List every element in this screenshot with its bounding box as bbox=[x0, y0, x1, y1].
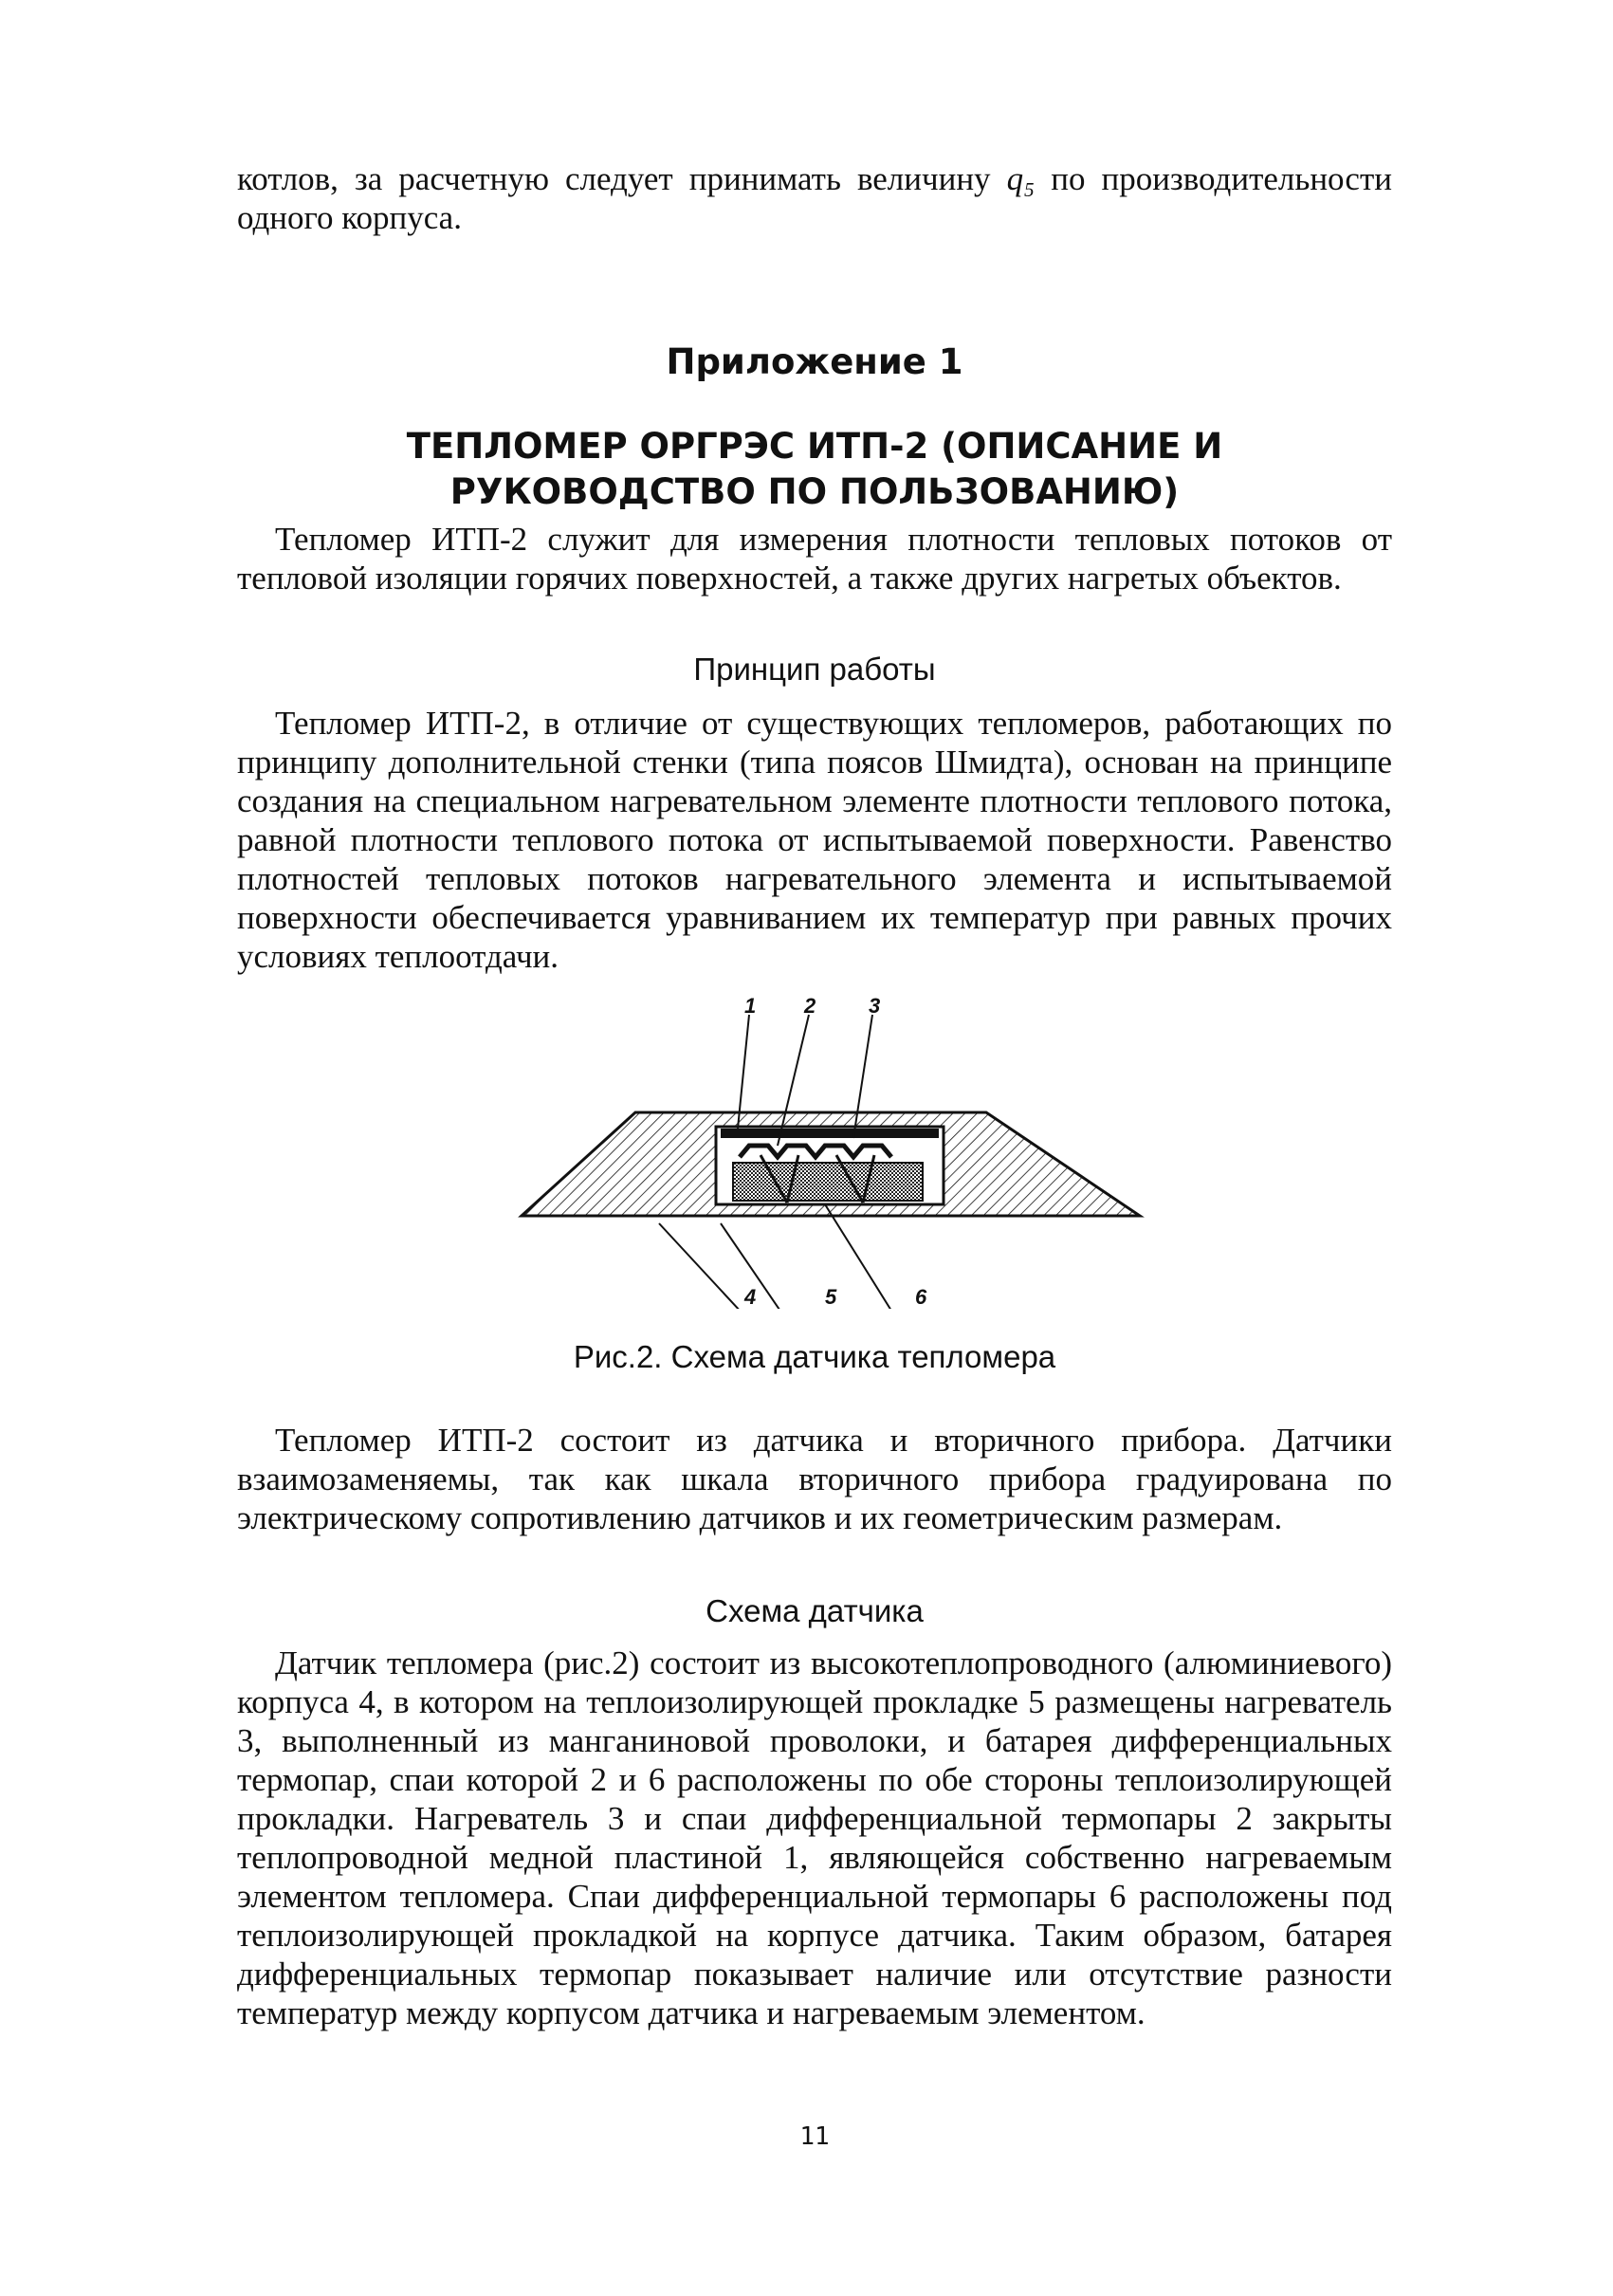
diagram-label-5: 5 bbox=[825, 1285, 837, 1309]
sensor-diagram bbox=[503, 996, 1157, 1309]
top-text bbox=[237, 159, 1392, 237]
section-title-scheme: Схема датчика bbox=[706, 1593, 924, 1628]
figure-caption: Рис.2. Схема датчика тепломера bbox=[573, 1339, 1056, 1374]
scheme-paragraph: Датчик тепломера (рис.2) состоит из высокотеплопроводного (алюминиевого) корпуса 4, в котором на теплоизолирующей прокладке 5 размещены нагреватель 3, выполненный из манганиновой проволоки, и батарея дифференциальных термопар, спаи которой 2 и 6 расположены по обе стороны теплоизолирующей прокладки. Нагреватель 3 и спаи дифференциальной термопары 2 закрыты теплопроводной медной пластиной 1, являющейся собственно нагреваемым элементом тепломера. Спаи дифференциальной термопары 6 расположены под теплоизолирующей прокладкой на корпусе датчика. Таким образом, батарея дифференциальных термопар показывает наличие или отсутствие разности температур между корпусом датчика и нагреваемым элементом. bbox=[237, 1644, 1392, 2031]
main-title: ТЕПЛОМЕР ОРГРЭС ИТП-2 (ОПИСАНИЕ И РУКОВОДСТВО ПО ПОЛЬЗОВАНИЮ) bbox=[406, 426, 1223, 512]
composition-paragraph: Тепломер ИТП-2 состоит из датчика и вторичного прибора. Датчики взаимозаменяемы, так как шкала вторичного прибора градуирована по электрическому сопротивлению датчиков и их геометрическим размерам. bbox=[237, 1422, 1392, 1536]
principle-paragraph: Тепломер ИТП-2, в отличие от существующих тепломеров, работающих по принципу дополнительной стенки (типа поясов Шмидта), основан на принципе создания на специальном нагревательном элементе плотности теплового потока, равной плотности теплового потока от испытываемой поверхности. Равенство плотностей тепловых потоков нагревательного элемента и испытываемой поверхности обеспечивается уравниванием их температур при равных прочих условиях теплоотдачи. bbox=[237, 705, 1392, 975]
diagram-label-2: 2 bbox=[804, 996, 816, 1018]
q5-symbol: q₅ bbox=[1006, 160, 1036, 197]
appendix-title: Приложение 1 bbox=[666, 341, 963, 382]
diagram-label-1: 1 bbox=[744, 996, 757, 1018]
diagram-label-4: 4 bbox=[744, 1285, 757, 1309]
copper-plate bbox=[721, 1129, 939, 1138]
diagram-label-3: 3 bbox=[869, 996, 881, 1018]
section-title-principle: Принцип работы bbox=[693, 652, 936, 687]
top-text-before: котлов, за расчетную следует принимать величину bbox=[237, 160, 1007, 197]
intro-paragraph: Тепломер ИТП-2 служит для измерения плотности тепловых потоков от тепловой изоляции горячих поверхностей, а также других нагретых объектов. bbox=[237, 521, 1392, 597]
page-number: 11 bbox=[799, 2122, 830, 2151]
insulating-pad bbox=[733, 1163, 923, 1201]
diagram-label-6: 6 bbox=[915, 1285, 927, 1309]
top-text-after: по производительности одного корпуса. bbox=[237, 160, 1392, 236]
